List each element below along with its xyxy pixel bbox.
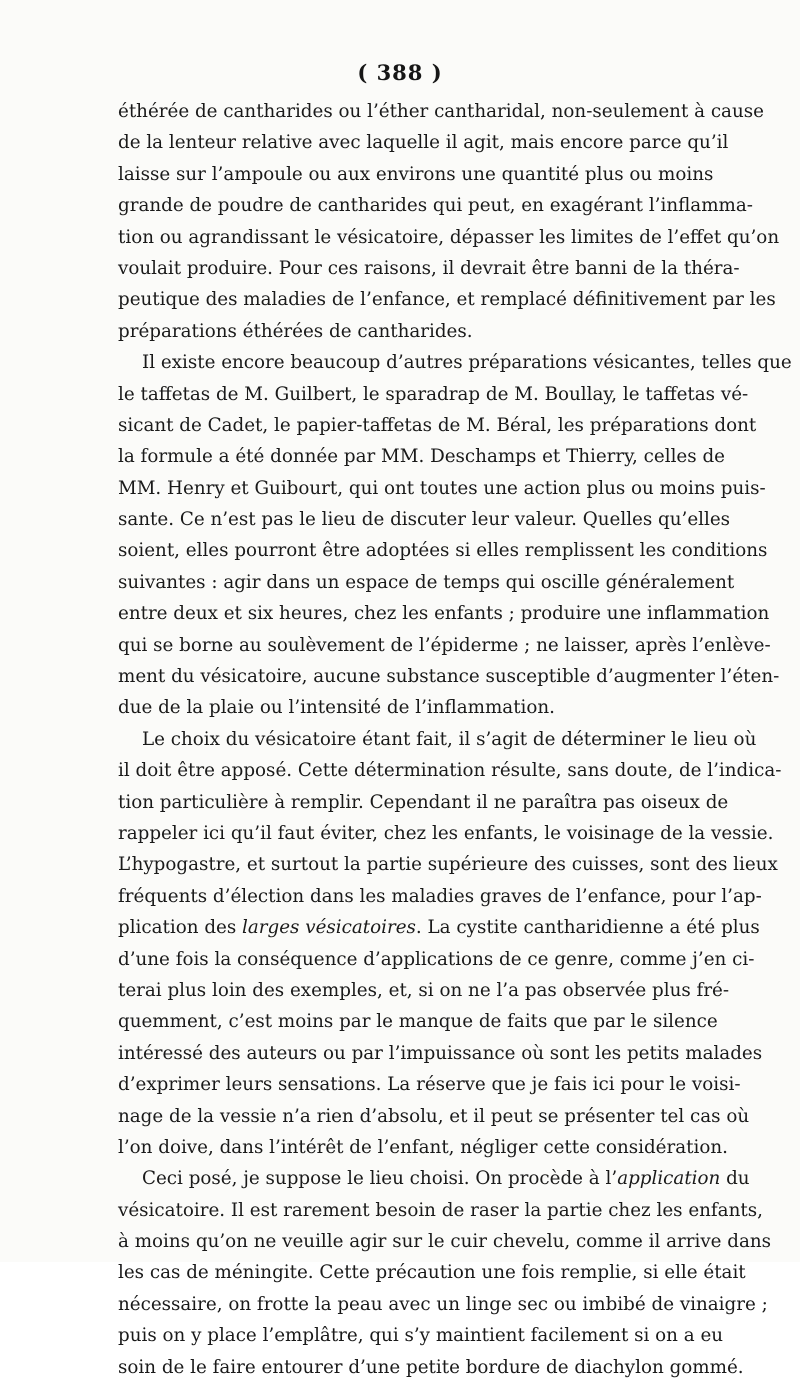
text-line: les cas de méningite. Cette précaution une fois remplie, si elle était	[118, 1262, 746, 1284]
text-line: entre deux et six heures, chez les enfants ; produire une inflammation	[118, 603, 770, 625]
text-run: . La cystite cantharidienne a été plus	[415, 917, 760, 939]
text-line: sicant de Cadet, le papier-taffetas de M. Béral, les préparations dont	[118, 414, 757, 436]
text-line: Le choix du vésicatoire étant fait, il s’agit de déterminer le lieu où	[142, 728, 757, 750]
text-line: préparations éthérées de cantharides.	[118, 320, 473, 342]
text-line: suivantes : agir dans un espace de temps qui oscille généralement	[118, 571, 735, 593]
text-line: vésicatoire. Il est rarement besoin de raser la partie chez les enfants,	[118, 1199, 763, 1221]
text-line: quemment, c’est moins par le manque de faits que par le silence	[118, 1011, 718, 1033]
text-line: peutique des maladies de l’enfance, et remplacé définitivement par les	[118, 289, 776, 311]
page-number: ( 388 )	[357, 60, 443, 85]
italic-text: larges vésicatoires	[242, 917, 416, 939]
text-line: voulait produire. Pour ces raisons, il devrait être banni de la théra-	[118, 257, 740, 279]
text-line: nécessaire, on frotte la peau avec un linge sec ou imbibé de vinaigre ;	[118, 1293, 768, 1315]
text-line: d’une fois la conséquence d’applications de ce genre, comme j’en ci-	[118, 948, 755, 970]
text-line: intéressé des auteurs ou par l’impuissance où sont les petits malades	[118, 1042, 763, 1064]
text-line: il doit être apposé. Cette détermination résulte, sans doute, de l’indica-	[118, 760, 782, 782]
text-line: le taffetas de M. Guilbert, le sparadrap de M. Boullay, le taffetas vé-	[118, 383, 749, 405]
text-run: plication des	[118, 917, 243, 939]
paragraph	[118, 96, 780, 347]
text-line: due de la plaie ou l’intensité de l’inflammation.	[118, 697, 555, 719]
text-line: laisse sur l’ampoule ou aux environs une quantité plus ou moins	[118, 163, 714, 185]
text-run: Ceci posé, je suppose le lieu choisi. On procède à l’	[142, 1168, 618, 1190]
text-line: rappeler ici qu’il faut éviter, chez les enfants, le voisinage de la vessie.	[118, 822, 774, 844]
text-line: Il existe encore beaucoup d’autres préparations vésicantes, telles que	[142, 352, 792, 374]
text-line: MM. Henry et Guibourt, qui ont toutes une action plus ou moins puis-	[118, 477, 766, 499]
text-line: ment du vésicatoire, aucune substance susceptible d’augmenter l’éten-	[118, 666, 780, 688]
text-line: grande de poudre de cantharides qui peut, en exagérant l’inflamma-	[118, 195, 753, 217]
text-line: la formule a été donnée par MM. Deschamps et Thierry, celles de	[118, 446, 725, 468]
text-line: terai plus loin des exemples, et, si on ne l’a pas observée plus fré-	[118, 979, 730, 1001]
text-line: à moins qu’on ne veuille agir sur le cuir chevelu, comme il arrive dans	[118, 1231, 772, 1253]
text-line: d’exprimer leurs sensations. La réserve que je fais ici pour le voisi-	[118, 1074, 741, 1096]
text-line: fréquents d’élection dans les maladies graves de l’enfance, pour l’ap-	[118, 885, 762, 907]
text-line: nage de la vessie n’a rien d’absolu, et il peut se présenter tel cas où	[118, 1105, 750, 1127]
text-line: puis on y place l’emplâtre, qui s’y maintient facilement si on a eu	[118, 1325, 724, 1347]
body-text	[118, 96, 792, 1383]
text-line: de la lenteur relative avec laquelle il agit, mais encore parce qu’il	[118, 132, 729, 154]
paragraph	[118, 724, 782, 1163]
paragraph	[118, 347, 792, 724]
text-line: qui se borne au soulèvement de l’épiderme ; ne laisser, après l’enlève-	[118, 634, 771, 656]
text-line: tion ou agrandissant le vésicatoire, dépasser les limites de l’effet qu’on	[118, 226, 780, 248]
text-run: du	[720, 1168, 750, 1190]
text-line: soin de le faire entourer d’une petite bordure de diachylon gommé.	[118, 1356, 744, 1378]
text-line: soient, elles pourront être adoptées si elles remplissent les conditions	[118, 540, 768, 562]
text-line	[118, 912, 760, 943]
paragraph	[118, 1163, 772, 1383]
text-line: éthérée de cantharides ou l’éther cantharidal, non-seulement à cause	[118, 101, 764, 122]
text-line: l’on doive, dans l’intérêt de l’enfant, négliger cette considération.	[118, 1136, 728, 1158]
italic-text: application	[617, 1168, 721, 1190]
text-line: tion particulière à remplir. Cependant il ne paraîtra pas oiseux de	[118, 791, 729, 813]
text-line: L’hypogastre, et surtout la partie supérieure des cuisses, sont des lieux	[118, 854, 778, 876]
text-line	[118, 1163, 750, 1194]
text-line: sante. Ce n’est pas le lieu de discuter leur valeur. Quelles qu’elles	[118, 509, 731, 531]
